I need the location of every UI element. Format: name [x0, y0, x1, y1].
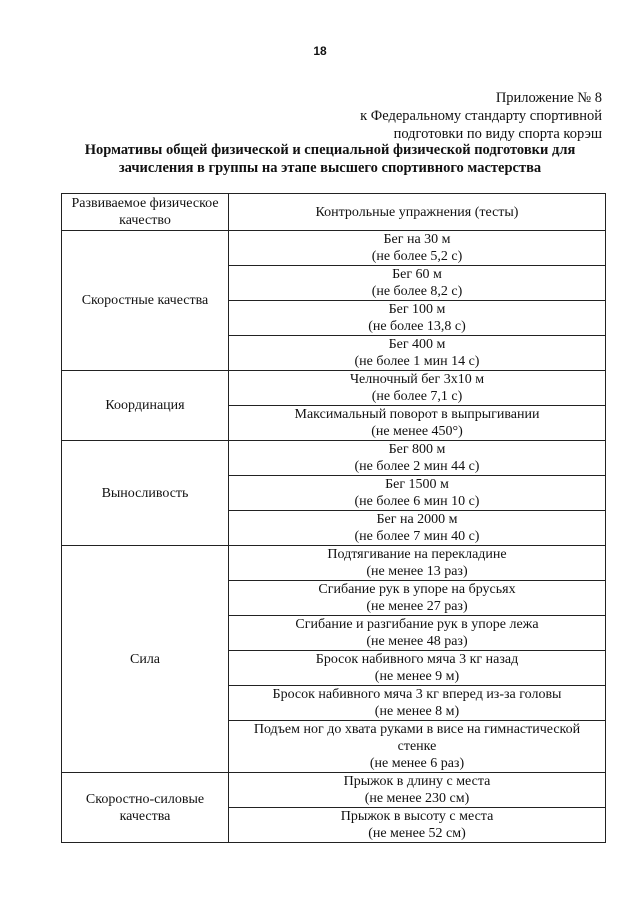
quality-cell: Скоростно-силовые качества [62, 773, 229, 843]
exercise-norm: (не менее 27 раз) [366, 599, 468, 614]
norms-table [61, 193, 606, 843]
exercise-name: Максимальный поворот в выпрыгивании [294, 407, 540, 422]
exercise-norm: (не более 6 мин 10 с) [354, 494, 480, 509]
exercise-name: Бросок набивного мяча 3 кг вперед из-за головы [272, 687, 562, 702]
exercise-cell [229, 773, 606, 808]
exercise-name: Подъем ног до хвата руками в висе на гимнастической стенке [253, 722, 581, 754]
exercise-norm: (не менее 52 см) [368, 826, 466, 841]
appendix-line-2: к Федеральному стандарту спортивной [360, 108, 602, 124]
table-header-row [62, 194, 606, 231]
exercise-cell [229, 406, 606, 441]
exercise-name: Бег 1500 м [385, 477, 449, 492]
page-number: 18 [313, 44, 327, 58]
exercise-name: Бег 100 м [388, 302, 446, 317]
exercise-norm: (не более 7,1 с) [371, 389, 463, 404]
exercise-norm: (не менее 9 м) [374, 669, 460, 684]
exercise-name: Сгибание и разгибание рук в упоре лежа [295, 617, 539, 632]
exercise-norm: (не более 7 мин 40 с) [354, 529, 480, 544]
table-row [62, 773, 606, 808]
exercise-cell [229, 231, 606, 266]
exercise-norm: (не менее 230 см) [364, 791, 470, 806]
document-title [60, 141, 600, 177]
exercise-norm: (не более 8,2 с) [371, 284, 463, 299]
table-row [62, 231, 606, 266]
exercise-name: Сгибание рук в упоре на брусьях [318, 582, 516, 597]
exercise-norm: (не более 1 мин 14 с) [354, 354, 480, 369]
exercise-cell [229, 371, 606, 406]
table-row [62, 546, 606, 581]
title-line-2: зачисления в группы на этапе высшего спортивного мастерства [118, 160, 542, 176]
exercise-cell [229, 616, 606, 651]
exercise-name: Челночный бег 3х10 м [349, 372, 485, 387]
exercise-cell [229, 511, 606, 546]
exercise-name: Бег 400 м [388, 337, 446, 352]
title-line-1: Нормативы общей физической и специальной физической подготовки для [84, 142, 576, 158]
exercise-cell [229, 266, 606, 301]
exercise-cell [229, 546, 606, 581]
exercise-norm: (не менее 450°) [371, 424, 463, 439]
exercise-cell [229, 808, 606, 843]
exercise-norm: (не более 2 мин 44 с) [354, 459, 480, 474]
exercise-norm: (не менее 6 раз) [369, 756, 465, 771]
exercise-name: Бег на 2000 м [376, 512, 458, 527]
appendix-line-3: подготовки по виду спорта корэш [393, 126, 602, 142]
exercise-cell [229, 686, 606, 721]
exercise-cell [229, 476, 606, 511]
exercise-norm: (не менее 8 м) [374, 704, 460, 719]
exercise-cell [229, 336, 606, 371]
exercise-name: Бросок набивного мяча 3 кг назад [315, 652, 519, 667]
exercise-norm: (не более 5,2 с) [371, 249, 463, 264]
exercise-norm: (не менее 48 раз) [366, 634, 468, 649]
quality-cell: Сила [62, 546, 229, 773]
appendix-line-1: Приложение № 8 [495, 90, 602, 106]
header-exercises: Контрольные упражнения (тесты) [229, 194, 606, 231]
exercise-cell [229, 301, 606, 336]
exercise-name: Бег на 30 м [383, 232, 451, 247]
exercise-cell [229, 581, 606, 616]
exercise-cell [229, 651, 606, 686]
header-quality: Развиваемое физическое качество [62, 194, 229, 231]
exercise-cell [229, 441, 606, 476]
exercise-name: Прыжок в высоту с места [340, 809, 494, 824]
exercise-name: Подтягивание на перекладине [327, 547, 507, 562]
exercise-name: Бег 60 м [392, 267, 442, 282]
quality-cell: Скоростные качества [62, 231, 229, 371]
exercise-name: Прыжок в длину с места [343, 774, 491, 789]
exercise-cell [229, 721, 606, 773]
quality-cell: Выносливость [62, 441, 229, 546]
exercise-name: Бег 800 м [388, 442, 446, 457]
table-row [62, 371, 606, 406]
appendix-reference [360, 89, 602, 143]
table-row [62, 441, 606, 476]
quality-cell: Координация [62, 371, 229, 441]
exercise-norm: (не менее 13 раз) [366, 564, 468, 579]
exercise-norm: (не более 13,8 с) [368, 319, 466, 334]
